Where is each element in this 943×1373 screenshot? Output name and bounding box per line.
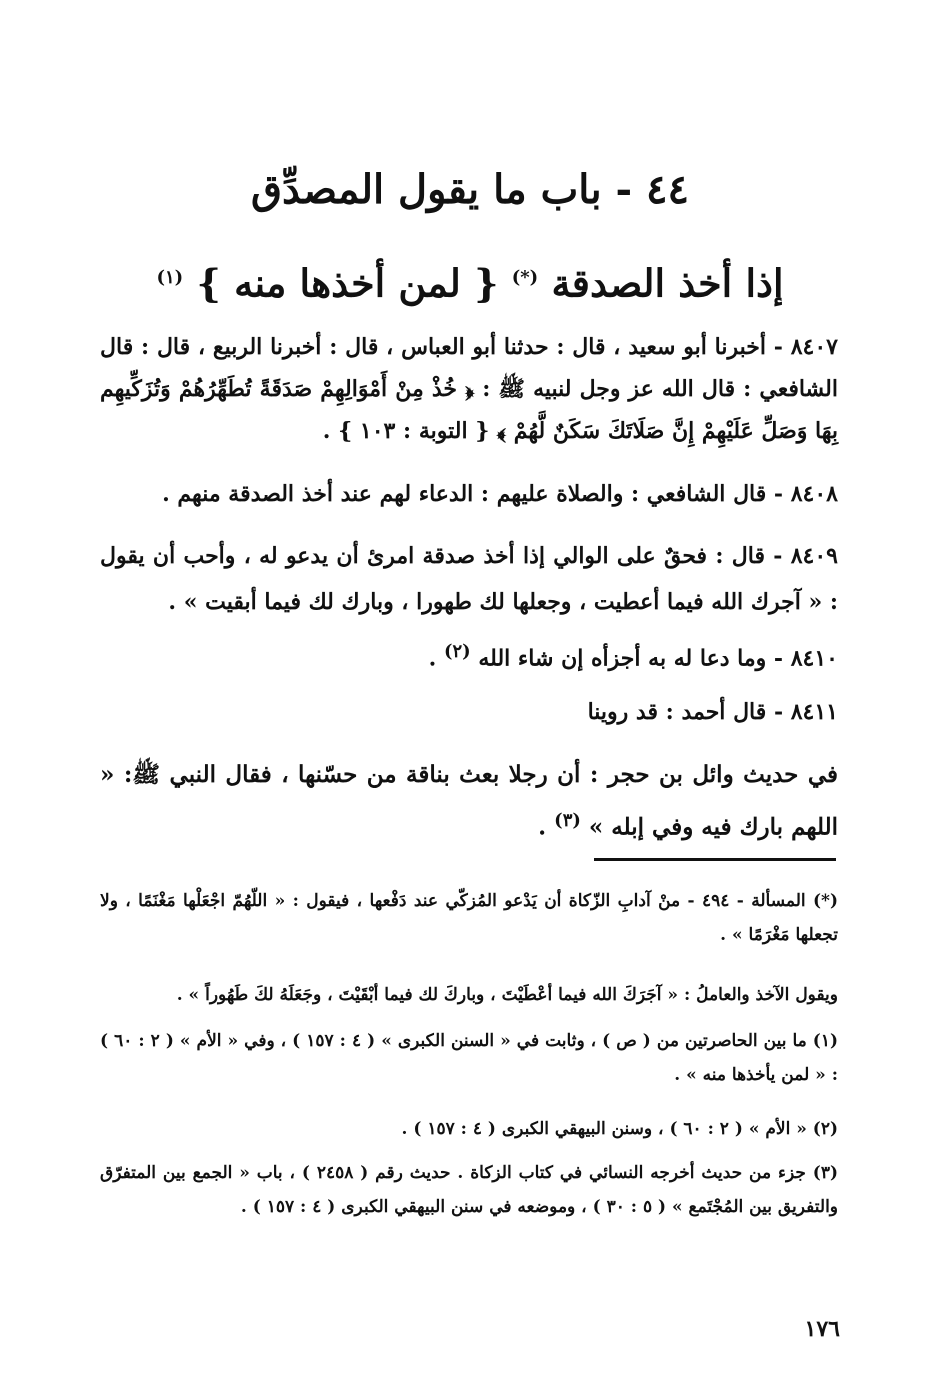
paragraph-8407: ٨٤٠٧ - أخبرنا أبو سعيد ، قال : حدثنا أبو العباس ، قال : أخبرنا الربيع ، قال : قال الشافعي : قال الله عز وجل لنبيه ﷺ : ﴿ خُذْ مِنْ أَمْوَالِهِمْ صَدَقَةً تُطَهِّرُهُمْ وَتُزَكِّيهِم بِهَا وَصَلِّ عَلَيْهِمْ إِنَّ صَلَاتَكَ سَكَنٌ لَّهُمْ ﴾ { التوبة : ١٠٣ } . (100, 334, 838, 444)
footnote-2: (٢) « الأم » ( ٢ : ٦٠ ) ، وسنن البيهقي الكبرى ( ٤ : ١٥٧ ) . (401, 1119, 838, 1139)
paragraph-8410-end: . (428, 645, 437, 672)
hadith-note-mark: (٣) (554, 810, 581, 831)
subtitle-note-mark-1: (١) (156, 267, 184, 288)
footnote-3: (٣) جزء من حديث أخرجه النسائي في كتاب الزكاة . حديث رقم ( ٢٤٥٨ ) ، باب « الجمع بين المتفرّق والتفريق بين المُجْتَمع » ( ٥ : ٣٠ ) ، وموضعه في سنن البيهقي الكبرى ( ٤ : ١٥٧ ) . (100, 1163, 838, 1217)
footnote-1: (١) ما بين الحاصرتين من ( ص ) ، وثابت في « السنن الكبرى » ( ٤ : ١٥٧ ) ، وفي « الأم » ( ٢ : ٦٠ ) : « لمن يأخذها منه » . (100, 1031, 838, 1085)
footnote-divider (594, 858, 836, 861)
subtitle-main: إذا أخذ الصدقة (551, 260, 784, 306)
paragraph-8410-note-mark: (٢) (443, 641, 471, 662)
subtitle-note-mark-star: (*) (511, 267, 539, 288)
chapter-subtitle (120, 250, 820, 312)
footnote-star: (*) المسألة - ٤٩٤ - منْ آدابِ الزّكاة أن يَدْعو المُزكّي عند دَفْعها ، فيقول : « اللّهُمّ اجْعَلْها مَغْنَمًا ، ولا تجعلها مَغْرَمًا » . (100, 891, 838, 945)
page-number: ١٧٦ (804, 1316, 840, 1342)
paragraph-8410 (100, 634, 838, 676)
paragraph-8409: ٨٤٠٩ - قال : فحقٌ على الوالي إذا أخذ صدقة امرئ أن يدعو له ، وأحب أن يقول : « آجرك الله فيما أعطيت ، وجعلها لك طهورا ، وبارك لك فيما أبقيت » . (100, 543, 838, 615)
paragraph-8408: ٨٤٠٨ - قال الشافعي : والصلاة عليهم : الدعاء لهم عند أخذ الصدقة منهم . (162, 481, 838, 507)
paragraph-8410-text: ٨٤١٠ - وما دعا له به أجزأه إن شاء الله (478, 645, 838, 672)
chapter-title: ٤٤ - باب ما يقول المصدِّق (250, 166, 690, 213)
hadith-end: . (538, 813, 547, 841)
hadith-text: في حديث وائل بن حجر : أن رجلا بعث بناقة من حسّنها ، فقال النبي ﷺ: « اللهم بارك فيه وفي إبله » (100, 761, 838, 841)
paragraph-hadith (100, 752, 838, 851)
paragraph-8411: ٨٤١١ - قال أحمد : قد روينا (587, 699, 838, 725)
subtitle-bracket: { لمن أخذها منه } (196, 260, 499, 306)
footnote-star-continued: ويقول الآخذ والعاملُ : « آجَرَكَ الله فيما أعْطَيْتَ ، وباركَ لك فيما أبْقَيْتَ ، وجَعَلَهُ لكَ طَهُوراً » . (176, 985, 838, 1005)
